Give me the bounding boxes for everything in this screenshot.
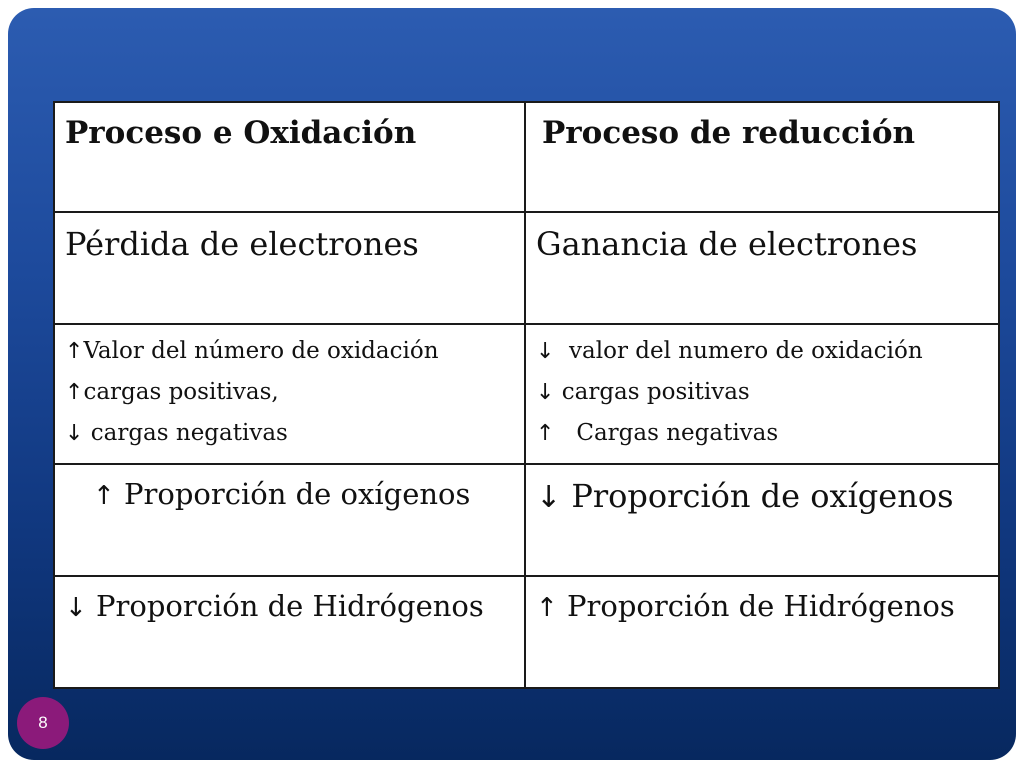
- arrow-down-icon: ↓: [65, 593, 87, 623]
- item-text: Valor del número de oxidación: [83, 338, 439, 364]
- arrow-down-icon: ↓: [65, 421, 84, 446]
- slide-background: [8, 8, 1016, 760]
- item-text: cargas positivas: [554, 379, 750, 405]
- list-item: [65, 413, 514, 454]
- item-text: Proporción de oxígenos: [561, 477, 954, 515]
- comparison-table: [53, 101, 1000, 689]
- item-text: Proporción de Hidrógenos: [557, 589, 955, 623]
- arrow-up-icon: ↑: [536, 421, 555, 446]
- cell-oxidation-hydrogen: [54, 576, 525, 688]
- item-text: cargas negativas: [83, 420, 288, 446]
- table-row: [54, 576, 999, 688]
- list-item: [65, 331, 514, 372]
- item-text: Proporción de Hidrógenos: [86, 589, 484, 623]
- arrow-up-icon: ↑: [65, 339, 84, 364]
- arrow-down-icon: ↓: [536, 339, 555, 364]
- list-item: [536, 331, 988, 372]
- arrow-up-icon: ↑: [65, 380, 84, 405]
- arrow-down-icon: ↓: [536, 380, 555, 405]
- cell-oxidation-charges: [54, 324, 525, 464]
- list-item: [536, 372, 988, 413]
- table-header-row: [54, 102, 999, 212]
- list-item: [536, 413, 988, 454]
- item-text: Cargas negativas: [554, 420, 779, 446]
- cell-reduction-electrons: Ganancia de electrones: [525, 212, 999, 324]
- page-number-badge: 8: [17, 697, 69, 749]
- item-text: Proporción de oxígenos: [114, 477, 471, 511]
- table-row: [54, 464, 999, 576]
- arrow-down-icon: ↓: [536, 480, 562, 515]
- cell-reduction-charges: [525, 324, 999, 464]
- cell-oxidation-oxygen: [54, 464, 525, 576]
- table-row: [54, 324, 999, 464]
- item-text: valor del numero de oxidación: [554, 338, 923, 364]
- cell-reduction-oxygen: [525, 464, 999, 576]
- item-text: cargas positivas,: [83, 379, 279, 405]
- list-item: [65, 372, 514, 413]
- header-reduction: Proceso de reducción: [525, 102, 999, 212]
- header-oxidation: Proceso e Oxidación: [54, 102, 525, 212]
- cell-oxidation-electrons: Pérdida de electrones: [54, 212, 525, 324]
- table-row: [54, 212, 999, 324]
- arrow-up-icon: ↑: [536, 593, 558, 623]
- arrow-up-icon: ↑: [93, 481, 115, 511]
- cell-reduction-hydrogen: [525, 576, 999, 688]
